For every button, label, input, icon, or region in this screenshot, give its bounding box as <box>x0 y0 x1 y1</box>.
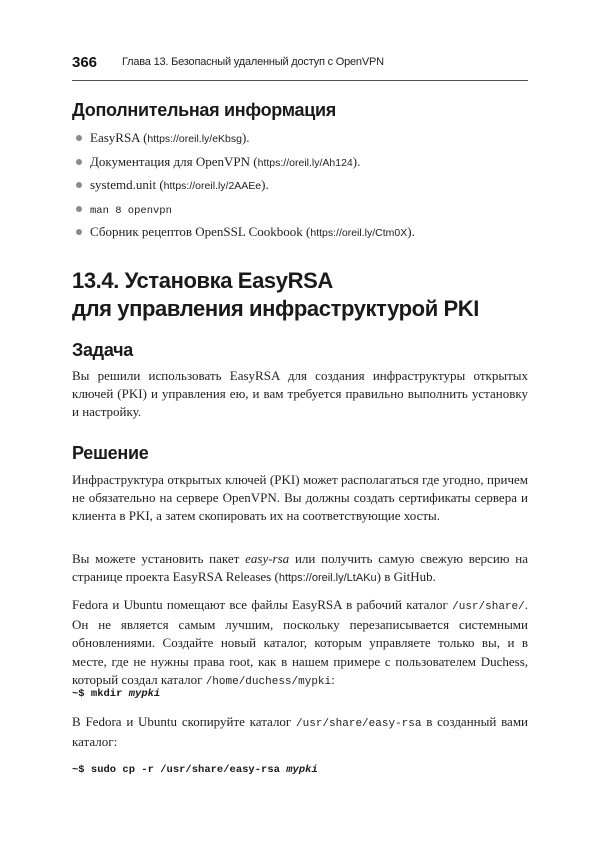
list-item <box>76 201 536 225</box>
path-easy-rsa: /usr/share/easy-rsa <box>296 718 422 730</box>
list-item <box>76 177 536 201</box>
more-info-heading: Дополнительная информация <box>72 100 336 120</box>
bullet-icon <box>76 135 82 141</box>
section-title-line1: 13.4. Установка EasyRSA <box>72 268 333 293</box>
item-text: Сборник рецептов OpenSSL Cookbook ( <box>90 224 311 239</box>
p3-text-a: Fedora и Ubuntu помещают все файлы EasyRSA в рабочий каталог <box>72 597 453 612</box>
p3-text-c: : <box>331 671 335 687</box>
list-item <box>76 224 536 248</box>
p2-text-b: или получить самую свежую версию на странице проекта EasyRSA Releases ( <box>72 551 528 585</box>
page-number: 366 <box>72 54 98 71</box>
solution-heading: Решение <box>72 443 149 463</box>
solution-paragraph-2 <box>72 550 528 587</box>
link-easyrsa-releases[interactable]: https://oreil.ly/LtAKu <box>278 572 377 585</box>
code-copy <box>72 764 318 776</box>
p4-text-b: в созданный вами каталог: <box>72 714 529 750</box>
list-item <box>76 154 536 178</box>
bullet-icon <box>76 229 82 235</box>
item-tail: ). <box>241 130 250 145</box>
package-name: easy-rsa <box>245 551 290 566</box>
p4-text-a: В Fedora и Ubuntu скопируйте каталог <box>72 714 297 729</box>
item-tail: ). <box>407 224 415 239</box>
code-mkdir <box>72 688 160 700</box>
link-openvpn-docs[interactable]: https://oreil.ly/Ah124 <box>257 156 353 169</box>
code-argument: mypki <box>286 764 318 776</box>
item-text: Документация для OpenVPN ( <box>90 153 258 169</box>
running-header <box>72 52 528 81</box>
solution-paragraph-1: Инфраструктура открытых ключей (PKI) может располагаться где угодно, причем не обязательно на сервере OpenVPN. Вы должны создать сертификаты сервера и клиента в PKI, а затем скопировать их на соответствующие хосты. <box>72 472 528 524</box>
solution-paragraph-3 <box>72 596 528 691</box>
item-text: systemd.unit ( <box>90 177 164 192</box>
section-title-line2: для управления инфраструктурой PKI <box>72 296 479 321</box>
bullet-icon <box>76 206 82 212</box>
item-text: man 8 openvpn <box>90 204 172 217</box>
link-openssl-cookbook[interactable]: https://oreil.ly/Ctm0X <box>310 227 408 239</box>
bullet-icon <box>76 182 82 188</box>
item-tail: ). <box>261 177 269 192</box>
path-usr-share: /usr/share/ <box>452 601 525 613</box>
path-mypki: /home/duchess/mypki <box>205 675 332 688</box>
bullet-icon <box>76 159 82 165</box>
p2-text-c: ) в GitHub. <box>376 569 436 585</box>
more-info-list <box>76 130 536 248</box>
code-command: ~$ mkdir <box>72 688 129 700</box>
p3-text-b: . Он не является самым лучшим, поскольку перезаписывается системными обновлениями. Создайте новый каталог, которым управляете только вы, и в месте, где не нужны права root, как в нашем примере с пользователем Duchess, который создал каталог <box>72 597 528 687</box>
p2-text-a: Вы можете установить пакет <box>72 551 246 566</box>
code-command: ~$ sudo cp -r /usr/share/easy-rsa <box>72 764 287 776</box>
link-easyrsa[interactable]: https://oreil.ly/eKbsg <box>147 133 242 145</box>
task-text: Вы решили использовать EasyRSA для создания инфраструктуры открытых ключей (PKI) и управления ею, и вам требуется правильно выполнить установку и настройку. <box>72 368 528 420</box>
item-tail: ). <box>352 153 361 169</box>
item-text: EasyRSA ( <box>90 130 148 145</box>
solution-paragraph-4 <box>72 713 528 751</box>
task-heading: Задача <box>72 340 133 360</box>
chapter-title: Глава 13. Безопасный удаленный доступ с OpenVPN <box>122 56 384 68</box>
link-systemd-unit[interactable]: https://oreil.ly/2AAEe <box>163 180 262 192</box>
code-argument: mypki <box>128 688 161 700</box>
list-item <box>76 130 536 154</box>
